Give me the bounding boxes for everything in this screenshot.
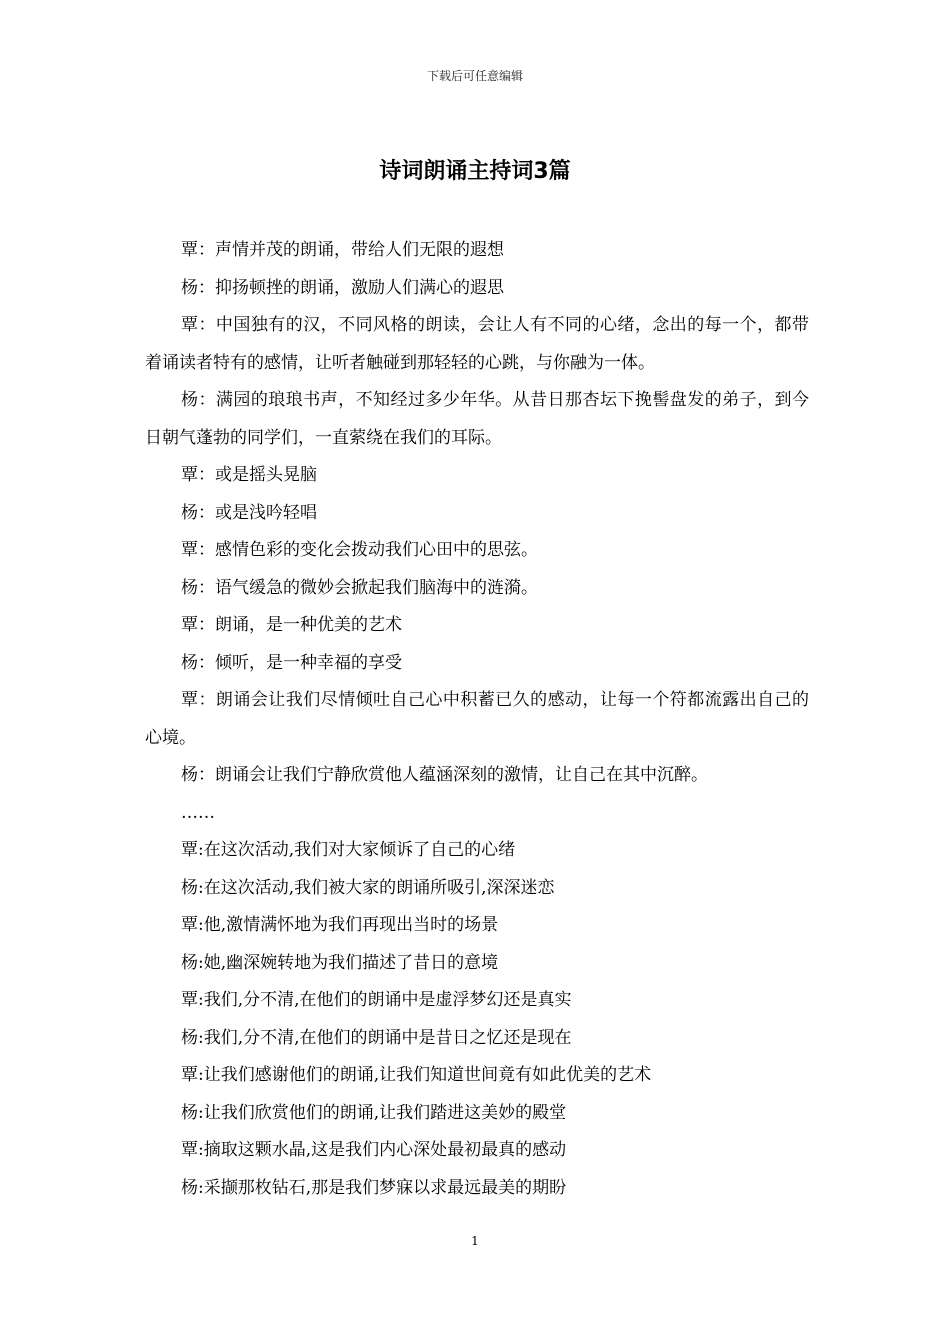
document-body xyxy=(145,232,809,1207)
paragraph: 杨：语气缓急的微妙会掀起我们脑海中的涟漪。 xyxy=(181,577,538,598)
paragraph: 覃:在这次活动,我们对大家倾诉了自己的心绪 xyxy=(181,840,516,860)
document-title: 诗词朗诵主持词3篇 xyxy=(379,159,571,184)
paragraph: 覃：声情并茂的朗诵，带给人们无限的遐想 xyxy=(181,240,504,260)
paragraph: 杨：朗诵会让我们宁静欣赏他人蕴涵深刻的激情，让自己在其中沉醉。 xyxy=(181,765,708,785)
paragraph: 杨：或是浅吟轻唱 xyxy=(181,502,317,523)
paragraph: 覃:我们,分不清,在他们的朗诵中是虚浮梦幻还是真实 xyxy=(181,990,572,1010)
paragraph: 杨：倾听，是一种幸福的享受 xyxy=(181,652,402,673)
paragraph: 覃:摘取这颗水晶,这是我们内心深处最初最真的感动 xyxy=(181,1140,567,1160)
paragraph: 杨：满园的琅琅书声，不知经过多少年华。从昔日那杏坛下挽髻盘发的弟子，到今日朝气蓬勃的同学们，一直萦绕在我们的耳际。 xyxy=(145,390,809,448)
paragraph: 覃：感情色彩的变化会拨动我们心田中的思弦。 xyxy=(181,540,538,560)
paragraph: 杨:采撷那枚钻石,那是我们梦寐以求最远最美的期盼 xyxy=(181,1177,567,1198)
paragraph: 覃：或是摇头晃脑 xyxy=(181,465,317,485)
ellipsis-line: …… xyxy=(181,802,215,823)
header-note: 下载后可任意编辑 xyxy=(426,69,523,83)
paragraph: 覃：朗诵，是一种优美的艺术 xyxy=(181,615,402,635)
paragraph: 杨:让我们欣赏他们的朗诵,让我们踏进这美妙的殿堂 xyxy=(181,1102,567,1123)
paragraph: 杨：抑扬顿挫的朗诵，激励人们满心的遐思 xyxy=(181,277,504,298)
paragraph: 杨:我们,分不清,在他们的朗诵中是昔日之忆还是现在 xyxy=(181,1027,572,1048)
paragraph: 覃:他,激情满怀地为我们再现出当时的场景 xyxy=(181,915,499,935)
paragraph: 覃：朗诵会让我们尽情倾吐自己心中积蓄已久的感动，让每一个符都流露出自己的心境。 xyxy=(145,690,809,748)
paragraph: 杨:她,幽深婉转地为我们描述了昔日的意境 xyxy=(181,952,499,973)
paragraph: 覃:让我们感谢他们的朗诵,让我们知道世间竟有如此优美的艺术 xyxy=(181,1065,652,1085)
paragraph: 覃：中国独有的汉，不同风格的朗读，会让人有不同的心绪，念出的每一个，都带着诵读者特有的感情，让听者触碰到那轻轻的心跳，与你融为一体。 xyxy=(145,315,809,373)
page-number: 1 xyxy=(471,1234,479,1248)
paragraph: 杨:在这次活动,我们被大家的朗诵所吸引,深深迷恋 xyxy=(181,877,555,898)
